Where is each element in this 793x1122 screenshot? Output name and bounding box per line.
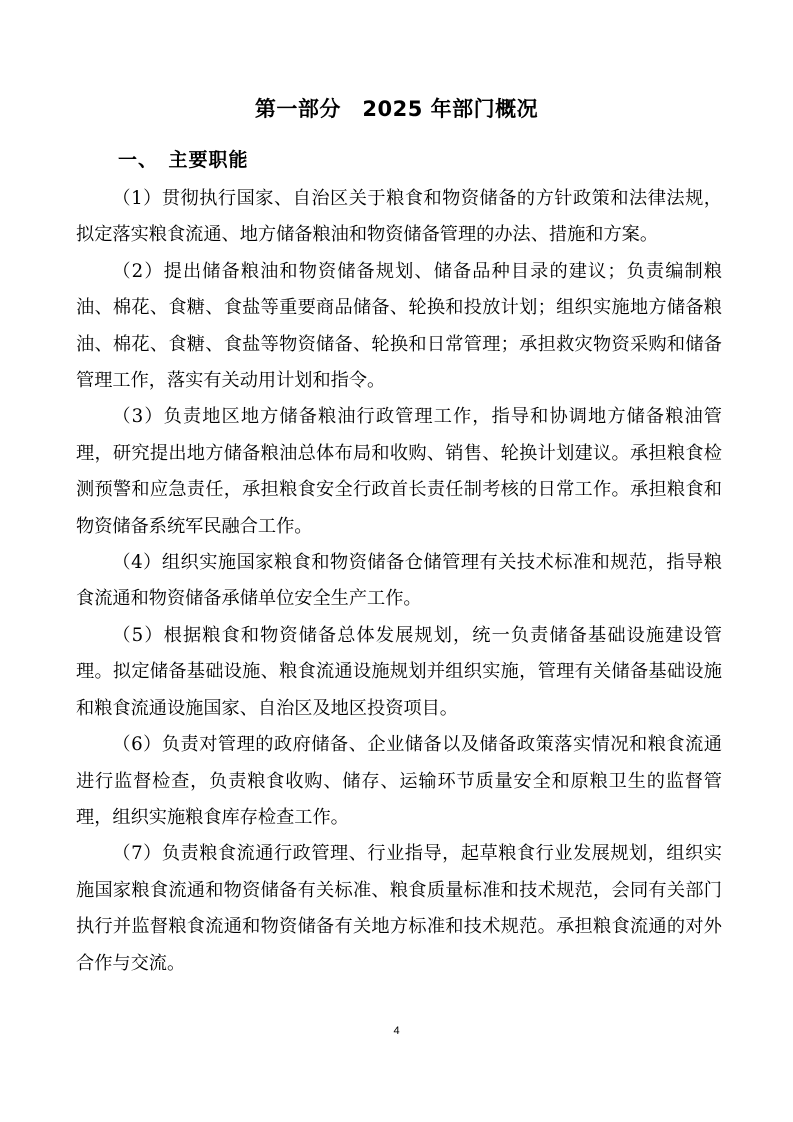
paragraph-2: （2）提出储备粮油和物资储备规划、储备品种目录的建议；负责编制粮油、棉花、食糖、食盐等重要商品储备、轮换和投放计划；组织实施地方储备粮油、棉花、食糖、食盐等物资储备、轮换和日常管理；承担救灾物资采购和储备管理工作，落实有关动用计划和指令。 <box>76 260 722 392</box>
page-number: 4 <box>393 1025 400 1037</box>
section-heading: 一、 主要职能 <box>118 149 249 171</box>
body-text <box>76 181 722 982</box>
paragraph-4: （4）组织实施国家粮食和物资储备仓储管理有关技术标准和规范，指导粮食流通和物资储备承储单位安全生产工作。 <box>76 552 722 610</box>
paragraph-6: （6）负责对管理的政府储备、企业储备以及储备政策落实情况和粮食流通进行监督检查，负责粮食收购、储存、运输环节质量安全和原粮卫生的监督管理，组织实施粮食库存检查工作。 <box>76 734 722 828</box>
paragraph-7: （7）负责粮食流通行政管理、行业指导，起草粮食行业发展规划，组织实施国家粮食流通和物资储备有关标准、粮食质量标准和技术规范，会同有关部门执行并监督粮食流通和物资储备有关地方标准和技术规范。承担粮食流通的对外合作与交流。 <box>76 843 722 974</box>
page-title: 第一部分 2025 年部门概况 <box>254 97 539 121</box>
paragraph-3: （3）负责地区地方储备粮油行政管理工作，指导和协调地方储备粮油管理，研究提出地方储备粮油总体布局和收购、销售、轮换计划建议。承担粮食检测预警和应急责任，承担粮食安全行政首长责任制考核的日常工作。承担粮食和物资储备系统军民融合工作。 <box>76 406 722 537</box>
paragraph-5: （5）根据粮食和物资储备总体发展规划，统一负责储备基础设施建设管理。拟定储备基础设施、粮食流通设施规划并组织实施，管理有关储备基础设施和粮食流通设施国家、自治区及地区投资项目。 <box>76 624 722 719</box>
paragraph-1: （1）贯彻执行国家、自治区关于粮食和物资储备的方针政策和法律法规，拟定落实粮食流通、地方储备粮油和物资储备管理的办法、措施和方案。 <box>76 188 722 246</box>
